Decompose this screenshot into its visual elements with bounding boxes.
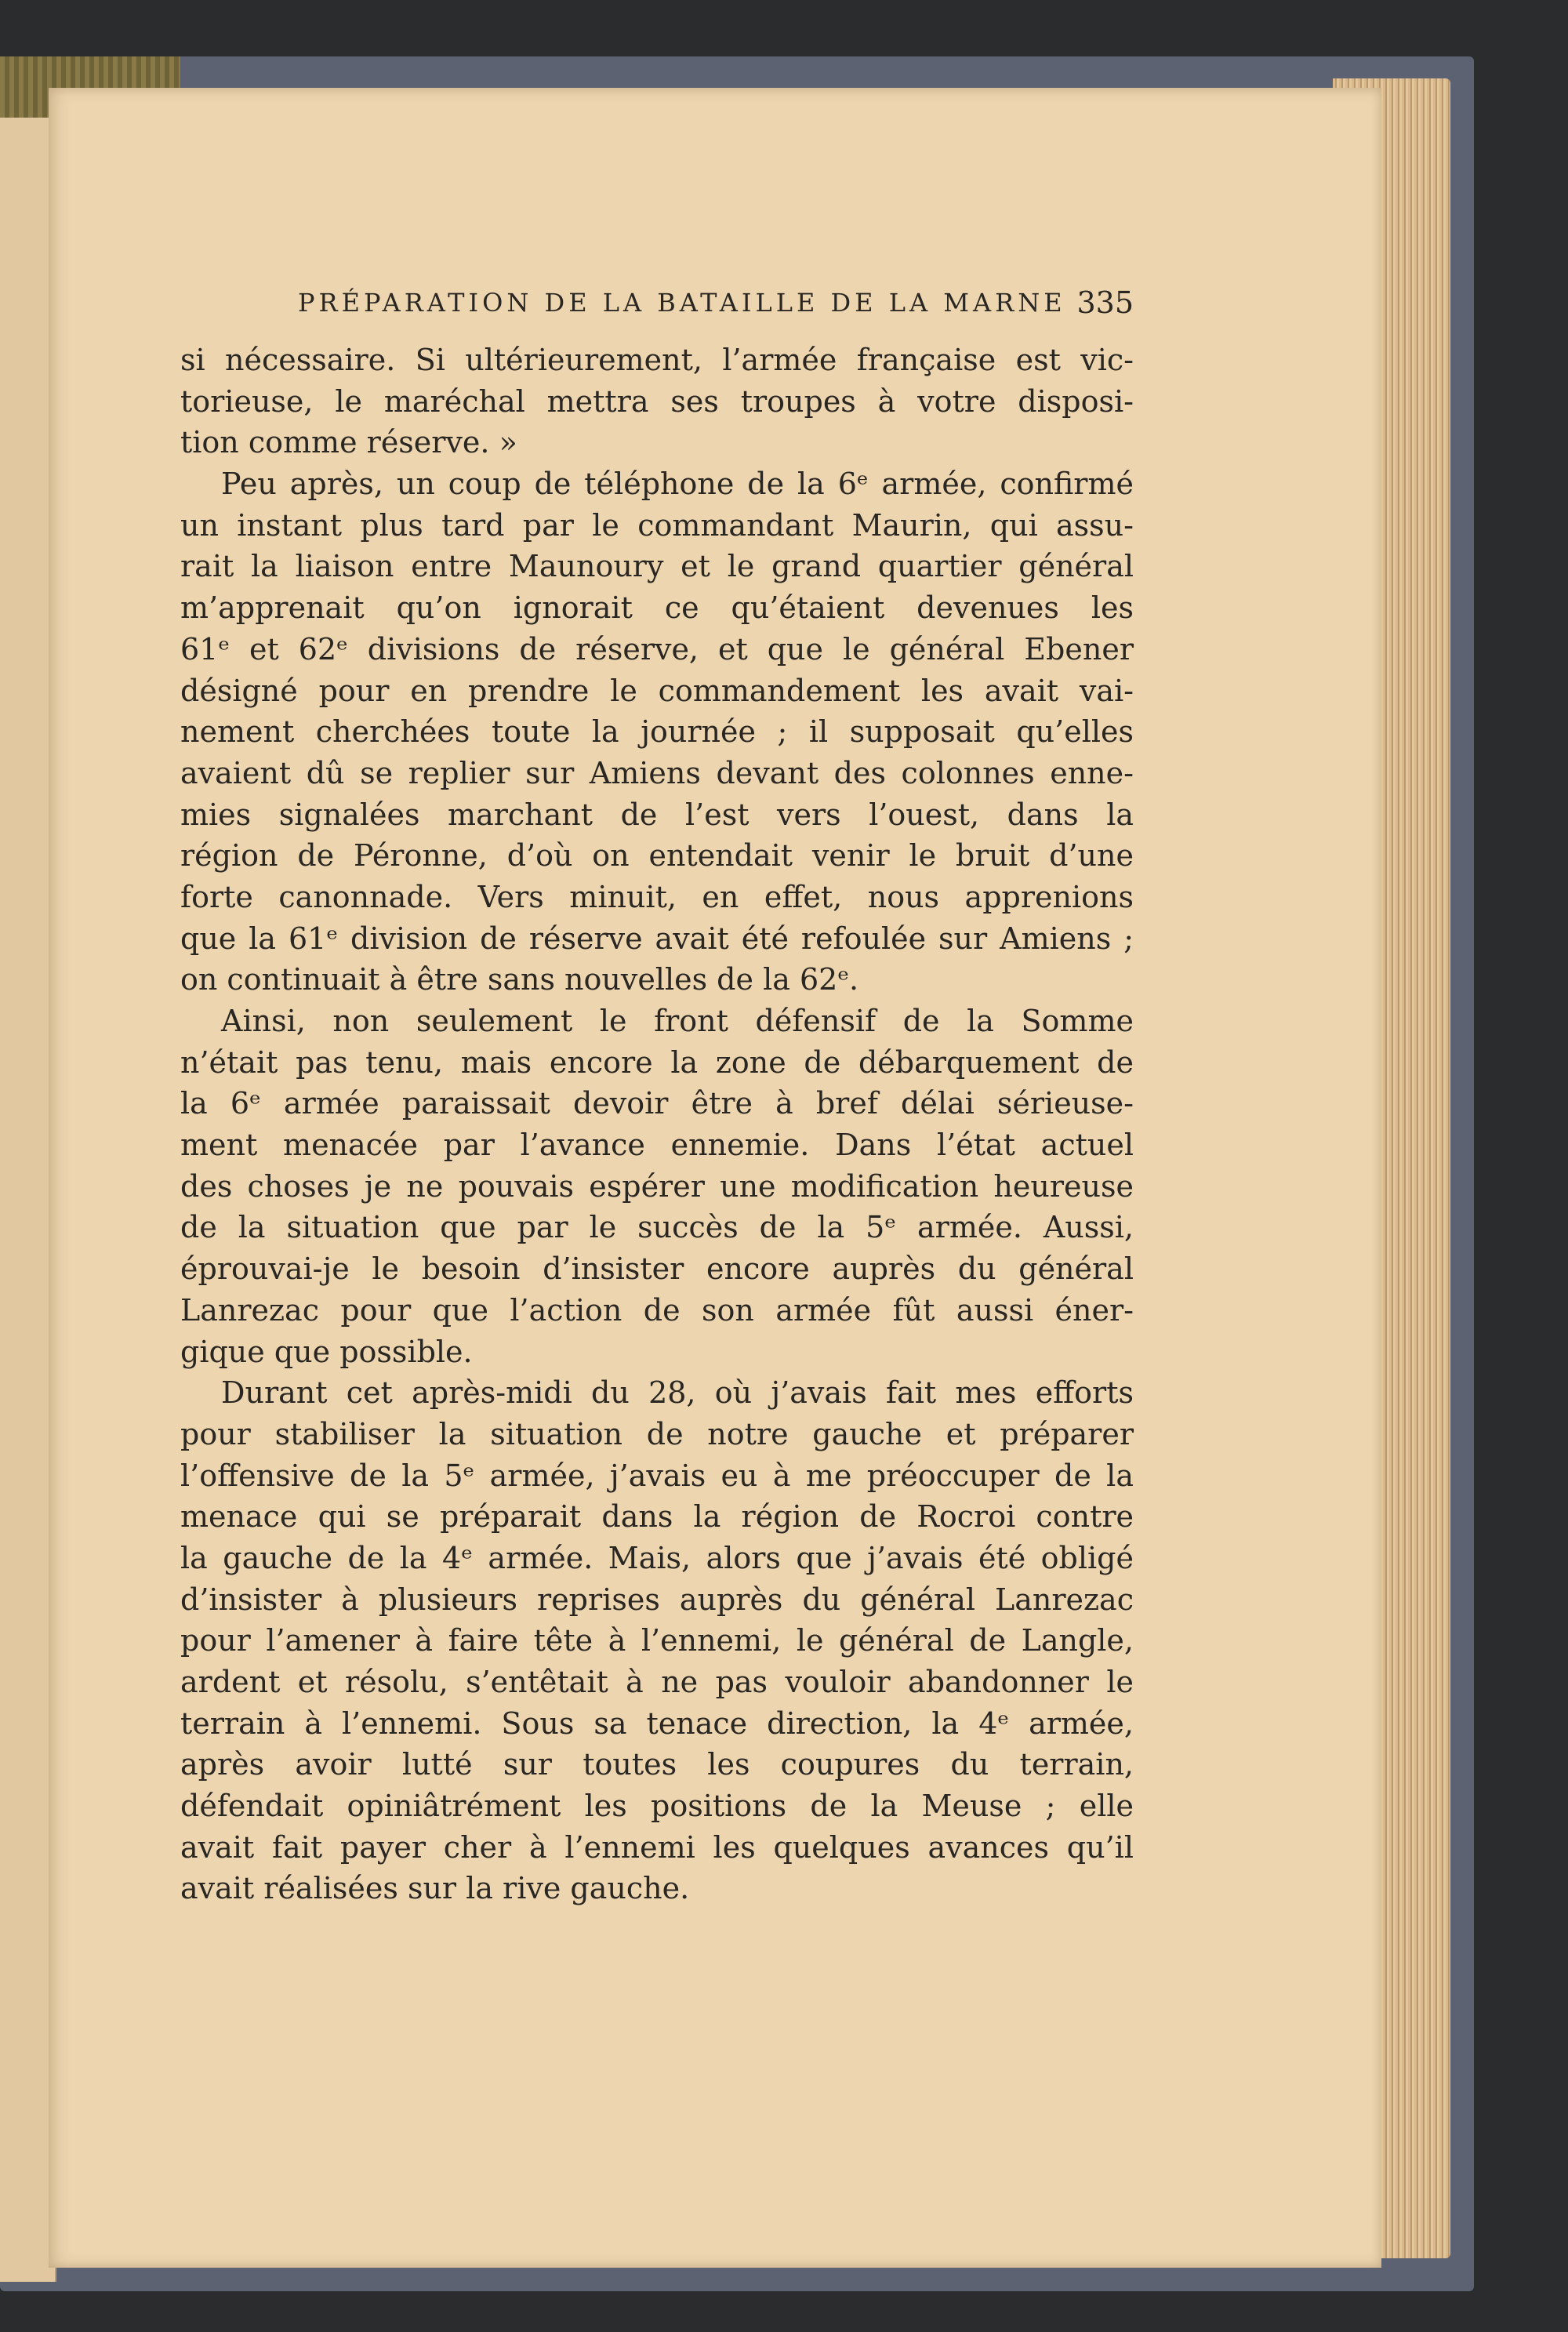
text-line: forte canonnade. Vers minuit, en effet, nous apprenions [180,879,1134,914]
text-line: avait réalisées sur la rive gauche. [180,1871,690,1906]
text-line: terrain à l’ennemi. Sous sa tenace direction, la 4ᵉ armée, [180,1705,1134,1741]
text-line: on continuait à être sans nouvelles de la 62ᵉ. [180,962,859,997]
text-line: la gauche de la 4ᵉ armée. Mais, alors que j’avais été obligé [180,1540,1134,1575]
text-line: avait fait payer cher à l’ennemi les quelques avances qu’il [180,1829,1134,1865]
text-line: mies signalées marchant de l’est vers l’ouest, dans la [180,797,1134,832]
text-line: région de Péronne, d’où on entendait venir le bruit d’une [180,838,1134,874]
text-line: avaient dû se replier sur Amiens devant des colonnes enne- [180,755,1134,790]
text-line: rait la liaison entre Maunoury et le grand quartier général [180,549,1134,584]
text-line: nement cherchées toute la journée ; il supposait qu’elles [180,714,1134,750]
text-line: la 6ᵉ armée paraissait devoir être à bref délai sérieuse- [180,1086,1134,1121]
text-line: défendait opiniâtrément les positions de la Meuse ; elle [180,1789,1134,1824]
text-line: gique que possible. [180,1334,473,1369]
text-line: Peu après, un coup de téléphone de la 6ᵉ armée, confirmé [221,467,1134,502]
text-line: d’insister à plusieurs reprises auprès du général Lanrezac [180,1582,1134,1617]
text-line: pour l’amener à faire tête à l’ennemi, le général de Langle, [180,1623,1134,1658]
body-text [180,340,1134,1909]
text-line: Ainsi, non seulement le front défensif de la Somme [221,1004,1134,1038]
text-line: que la 61ᵉ division de réserve avait été refoulée sur Amiens ; [180,921,1134,956]
text-line: m’apprenait qu’on ignorait ce qu’étaient devenues les [180,590,1134,626]
text-line: Durant cet après-midi du 28, où j’avais fait mes efforts [221,1375,1134,1411]
text-line: l’offensive de la 5ᵉ armée, j’avais eu à me préoccuper de la [180,1458,1134,1493]
text-line: torieuse, le maréchal mettra ses troupes à votre disposi- [180,383,1134,419]
text-line: 61ᵉ et 62ᵉ divisions de réserve, et que le général Ebener [180,631,1134,667]
text-line: si nécessaire. Si ultérieurement, l’armée française est vic- [180,343,1134,377]
text-line: un instant plus tard par le commandant Maurin, qui assu- [180,507,1134,543]
text-line: n’était pas tenu, mais encore la zone de débarquement de [180,1044,1134,1080]
text-line: tion comme réserve. » [180,425,517,460]
text-line: Lanrezac pour que l’action de son armée fût aussi éner- [180,1292,1134,1328]
text-line: ardent et résolu, s’entêtait à ne pas vouloir abandonner le [180,1665,1134,1699]
text-line: pour stabiliser la situation de notre gauche et préparer [180,1416,1134,1451]
text-line: de la situation que par le succès de la 5ᵉ armée. Aussi, [180,1210,1134,1245]
text-line: éprouvai-je le besoin d’insister encore auprès du général [180,1251,1134,1287]
running-head-title: PRÉPARATION DE LA BATAILLE DE LA MARNE [298,288,1066,318]
text-line: après avoir lutté sur toutes les coupures du terrain, [180,1747,1134,1782]
text-line: des choses je ne pouvais espérer une modification heureuse [180,1168,1134,1204]
running-head [259,284,1134,321]
text-line: menace qui se préparait dans la région de Rocroi contre [180,1499,1134,1535]
text-line: ment menacée par l’avance ennemie. Dans l’état actuel [180,1128,1134,1163]
page-number: 335 [1076,285,1134,320]
text-line: désigné pour en prendre le commandement les avait vai- [180,673,1134,708]
